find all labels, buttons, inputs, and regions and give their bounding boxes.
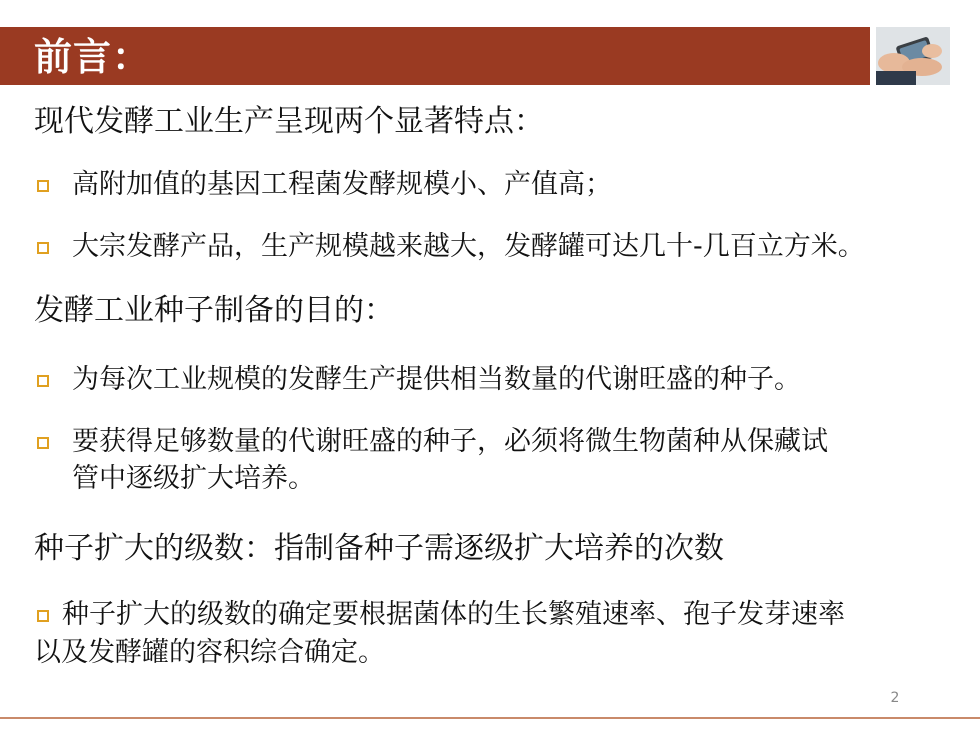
bullet-text: 要获得足够数量的代谢旺盛的种子，必须将微生物菌种从保藏试 <box>72 426 828 457</box>
bullet-icon <box>37 375 49 387</box>
section-heading-3: 种子扩大的级数：指制备种子需逐级扩大培养的次数 <box>34 531 724 566</box>
bullet-text: 为每次工业规模的发酵生产提供相当数量的代谢旺盛的种子。 <box>72 364 801 395</box>
bullet-text-continuation: 管中逐级扩大培养。 <box>72 463 315 494</box>
bullet-icon <box>37 242 49 254</box>
slide-title: 前言： <box>34 35 152 79</box>
bullet-text-continuation: 以及发酵罐的容积综合确定。 <box>34 637 385 668</box>
bullet-icon <box>37 180 49 192</box>
bottom-rule <box>0 717 980 719</box>
bullet-icon <box>37 610 49 622</box>
bullet-text: 种子扩大的级数的确定要根据菌体的生长繁殖速率、孢子发芽速率 <box>62 599 845 630</box>
bullet-icon <box>37 437 49 449</box>
page-number: 2 <box>890 690 900 706</box>
bullet-text: 高附加值的基因工程菌发酵规模小、产值高； <box>72 169 612 200</box>
bullet-text: 大宗发酵产品，生产规模越来越大，发酵罐可达几十-几百立方米。 <box>72 231 865 262</box>
section-heading-2: 发酵工业种子制备的目的： <box>34 293 394 328</box>
section-heading-1: 现代发酵工业生产呈现两个显著特点： <box>34 104 544 139</box>
